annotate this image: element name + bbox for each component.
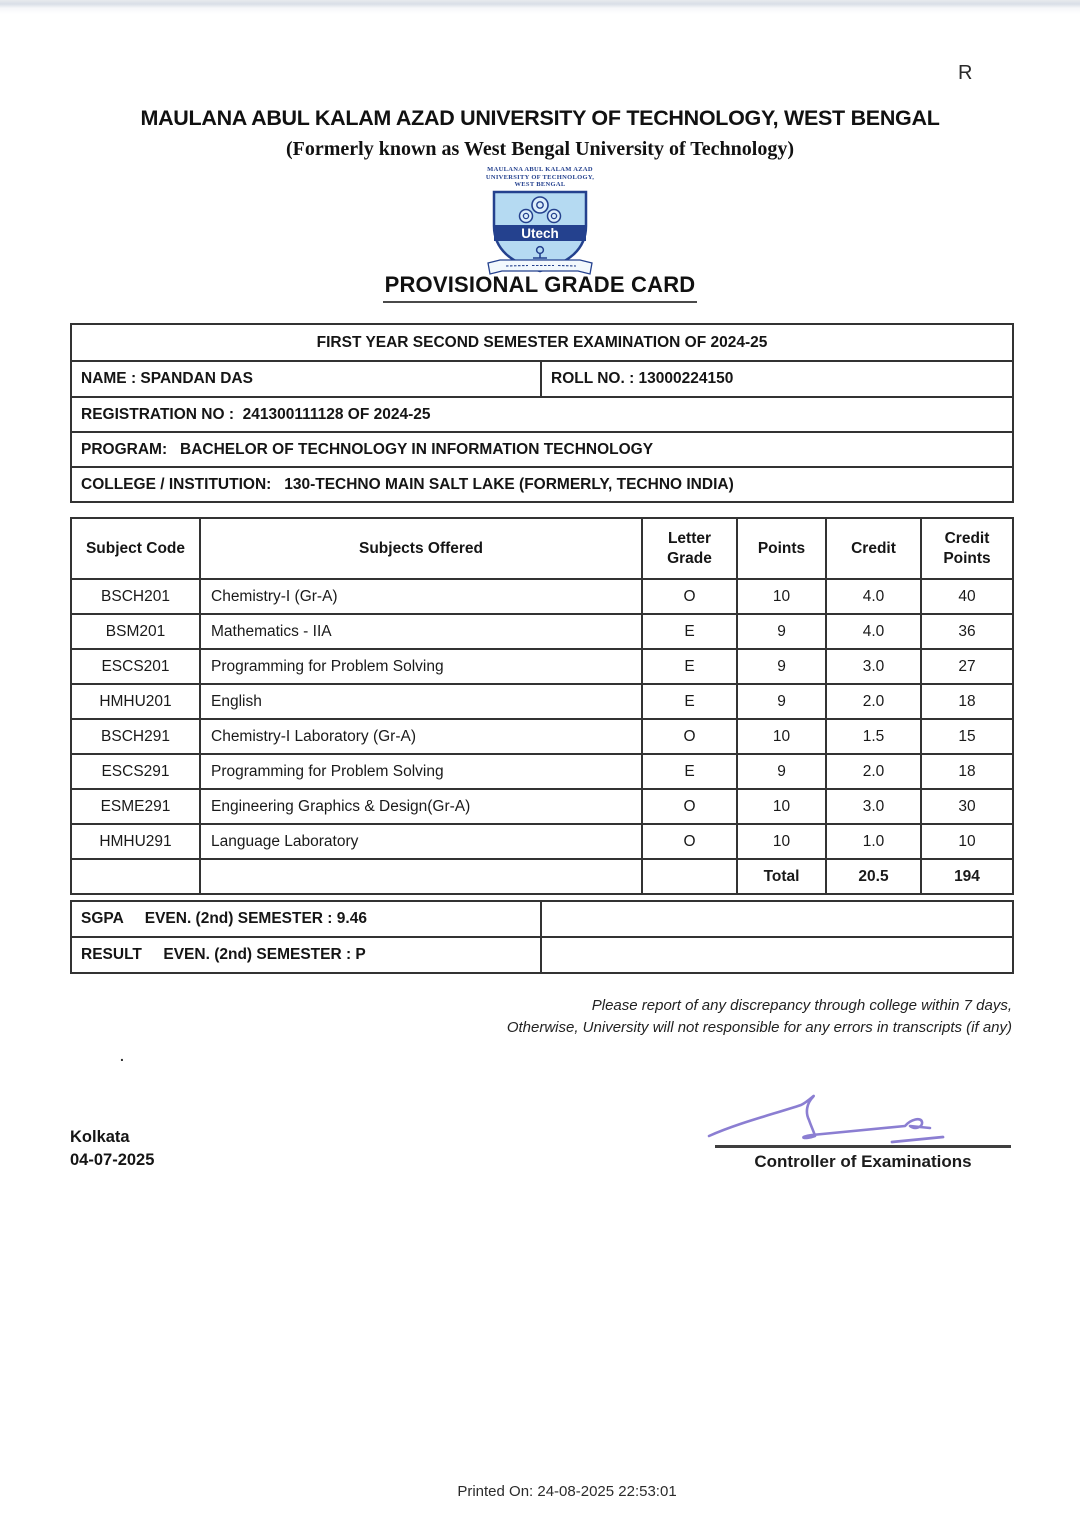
logo-caption-line1: MAULANA ABUL KALAM AZAD: [487, 166, 593, 173]
col-credit-points: Credit Points: [921, 518, 1013, 579]
col-subject-code: Subject Code: [71, 518, 200, 579]
disclaimer-line-1: Please report of any discrepancy through college within 7 days,: [591, 997, 1012, 1014]
total-credit: 20.5: [826, 859, 921, 894]
controller-label: Controller of Examinations: [754, 1152, 972, 1171]
table-row: BSM201 Mathematics - IIA E 9 4.0 36: [71, 614, 1013, 649]
total-row: [71, 859, 1013, 894]
col-subjects-offered: Subjects Offered: [200, 518, 642, 579]
col-letter-grade: Letter Grade: [642, 518, 737, 579]
place-name: Kolkata: [70, 1128, 130, 1146]
corner-mark: R: [958, 62, 973, 84]
table-row: HMHU201 English E 9 2.0 18: [71, 684, 1013, 719]
stray-dot: .: [120, 1048, 124, 1064]
logo-caption-line2: UNIVERSITY OF TECHNOLOGY,: [485, 173, 595, 181]
name-cell: NAME : SPANDAN DAS: [71, 361, 541, 397]
grades-header-row: [71, 518, 1013, 579]
logo-caption-line3: WEST BENGAL: [514, 181, 566, 188]
disclaimer-line-2: Otherwise, University will not responsible for any errors in transcripts (if any): [506, 1019, 1012, 1036]
table-row: BSCH291 Chemistry-I Laboratory (Gr-A) O 10 1.5 15: [71, 719, 1013, 754]
table-row: HMHU291 Language Laboratory O 10 1.0 10: [71, 824, 1013, 859]
table-row: ESCS201 Programming for Problem Solving E 9 3.0 27: [71, 649, 1013, 684]
signature-line: [715, 1145, 1011, 1148]
issue-date: 04-07-2025: [70, 1151, 155, 1169]
grades-table: [70, 517, 1014, 895]
university-name: MAULANA ABUL KALAM AZAD UNIVERSITY OF TECHNOLOGY, WEST BENGAL: [140, 106, 940, 130]
col-points: Points: [737, 518, 826, 579]
exam-title-cell: FIRST YEAR SECOND SEMESTER EXAMINATION OF 2024-25: [71, 324, 1013, 361]
disclaimer-note: [507, 995, 1012, 1039]
col-credit: Credit: [826, 518, 921, 579]
table-row: BSCH201 Chemistry-I (Gr-A) O 10 4.0 40: [71, 579, 1013, 614]
doc-title: PROVISIONAL GRADE CARD: [0, 272, 1080, 303]
total-credit-points: 194: [921, 859, 1013, 894]
printed-on-note: Printed On: 24-08-2025 22:53:01: [457, 1483, 677, 1500]
college-cell: COLLEGE / INSTITUTION: 130-TECHNO MAIN SALT LAKE (FORMERLY, TECHNO INDIA): [71, 467, 1013, 502]
total-label: Total: [737, 859, 826, 894]
table-row: ESME291 Engineering Graphics & Design(Gr-A) O 10 3.0 30: [71, 789, 1013, 824]
logo-band-text: Utech: [521, 225, 559, 241]
table-row: ESCS291 Programming for Problem Solving E 9 2.0 18: [71, 754, 1013, 789]
student-info-table: [70, 323, 1014, 503]
program-cell: PROGRAM: BACHELOR OF TECHNOLOGY IN INFORMATION TECHNOLOGY: [71, 432, 1013, 467]
university-subtitle: (Formerly known as West Bengal University of Technology): [286, 138, 794, 160]
university-crest-icon: [484, 190, 596, 282]
registration-cell: REGISTRATION NO : 241300111128 OF 2024-25: [71, 397, 1013, 432]
sgpa-row: [71, 901, 1013, 937]
signature-scribble-icon: [700, 1090, 960, 1150]
place-date-block: [70, 1126, 154, 1172]
result-row: [71, 937, 1013, 973]
result-cell: RESULT EVEN. (2nd) SEMESTER : P: [71, 937, 541, 973]
sgpa-cell: SGPA EVEN. (2nd) SEMESTER : 9.46: [71, 901, 541, 937]
university-logo: [0, 166, 1080, 282]
roll-cell: ROLL NO. : 13000224150: [541, 361, 1013, 397]
top-edge-strip: [0, 0, 1080, 14]
result-summary-table: [70, 900, 1014, 974]
